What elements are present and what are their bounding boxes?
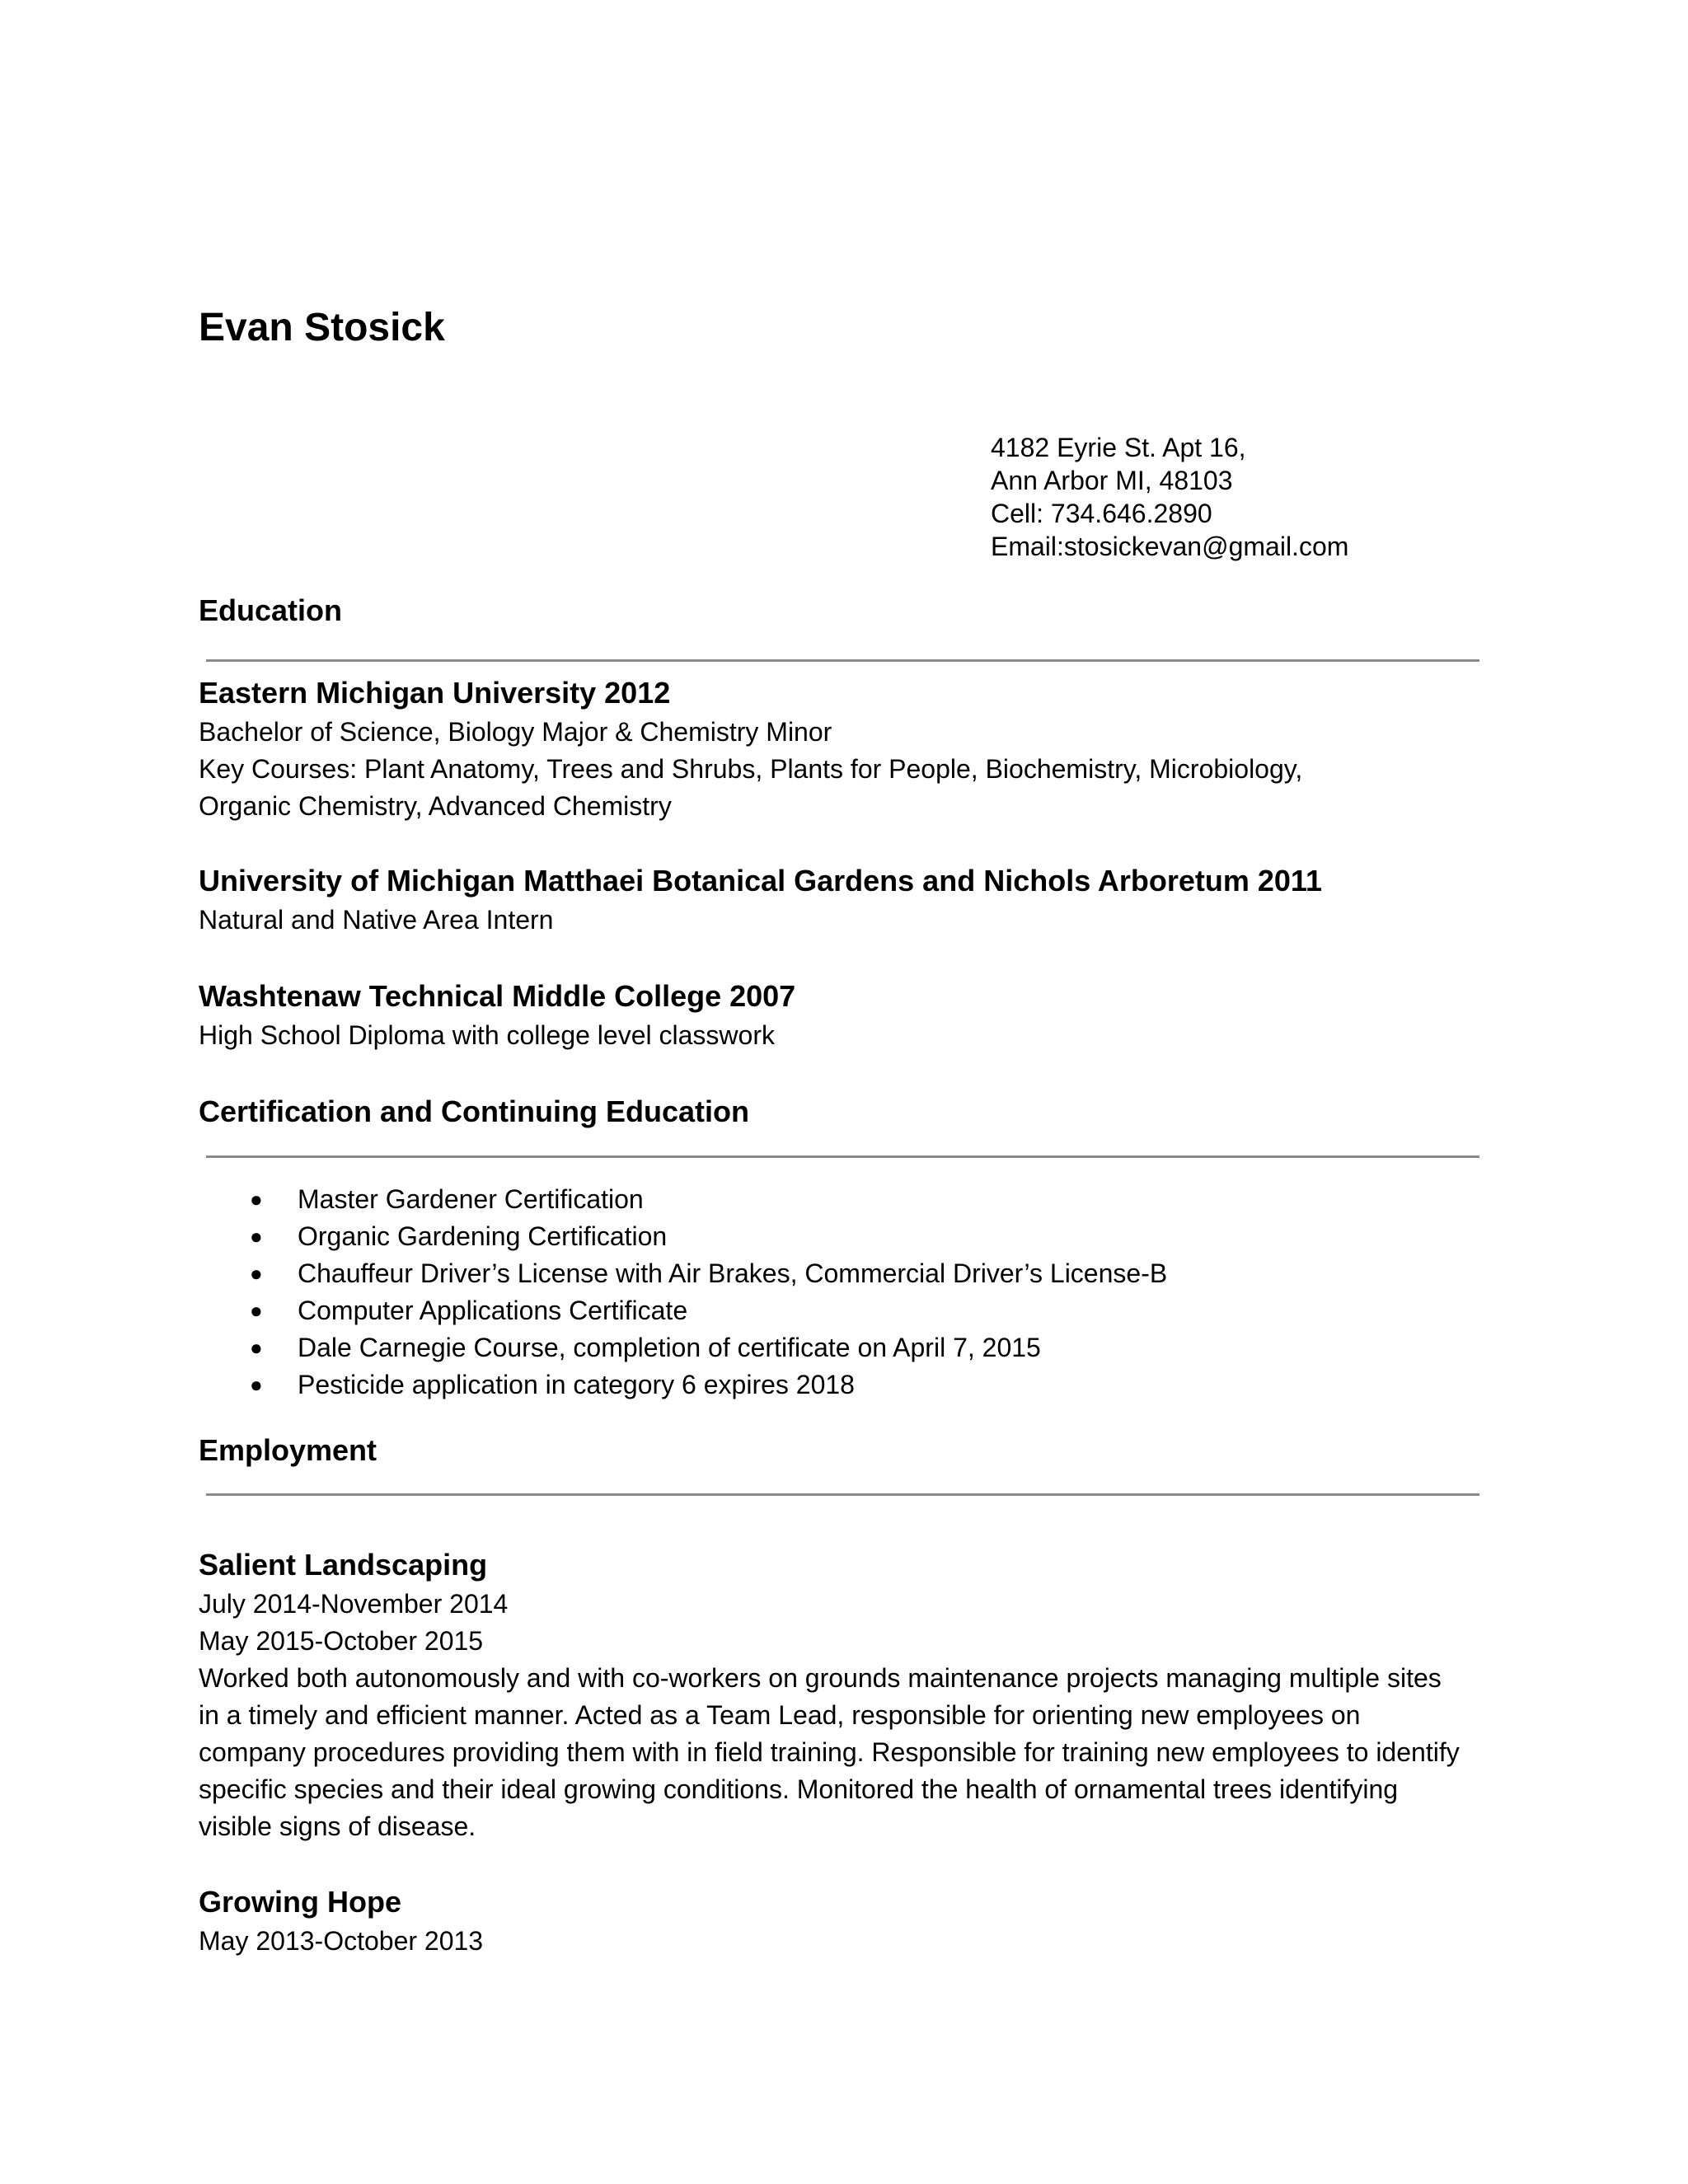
bullet-icon: ● xyxy=(250,1372,263,1397)
education-entry-title: Washtenaw Technical Middle College 2007 xyxy=(199,979,796,1013)
bullet-icon: ● xyxy=(250,1187,263,1212)
list-item xyxy=(199,1255,1167,1292)
employment-heading: Employment xyxy=(199,1433,377,1467)
education-divider xyxy=(206,659,1479,662)
list-item-text: Pesticide application in category 6 expires 2018 xyxy=(298,1370,855,1399)
education-entry-title: Eastern Michigan University 2012 xyxy=(199,676,671,710)
education-entry-line: Key Courses: Plant Anatomy, Trees and Shrubs, Plants for People, Biochemistry, Microbiology, xyxy=(199,754,1303,784)
job-line: specific species and their ideal growing conditions. Monitored the health of ornamental trees identifying xyxy=(199,1774,1399,1804)
job-line: visible signs of disease. xyxy=(199,1811,476,1841)
applicant-name: Evan Stosick xyxy=(199,306,445,349)
job-title: Growing Hope xyxy=(199,1885,401,1919)
address-line-2: Ann Arbor MI, 48103 xyxy=(991,466,1233,495)
certification-divider xyxy=(206,1155,1479,1158)
list-item-text: Master Gardener Certification xyxy=(298,1184,644,1214)
certification-heading: Certification and Continuing Education xyxy=(199,1094,749,1128)
bullet-icon: ● xyxy=(250,1261,263,1286)
education-entry-title: University of Michigan Matthaei Botanical Gardens and Nichols Arboretum 2011 xyxy=(199,864,1322,898)
education-entry-line: High School Diploma with college level classwork xyxy=(199,1020,775,1050)
job-line: in a timely and efficient manner. Acted as a Team Lead, responsible for orienting new employees on xyxy=(199,1700,1361,1730)
job-line: May 2015-October 2015 xyxy=(199,1626,484,1656)
list-item-text: Dale Carnegie Course, completion of certificate on April 7, 2015 xyxy=(298,1333,1041,1362)
contact-block xyxy=(991,431,1348,563)
job-line: May 2013-October 2013 xyxy=(199,1926,484,1956)
cell-phone: Cell: 734.646.2890 xyxy=(991,499,1212,528)
education-heading: Education xyxy=(199,593,343,627)
job-line: company procedures providing them with in field training. Responsible for training new employees to identify xyxy=(199,1737,1460,1767)
job-line: July 2014-November 2014 xyxy=(199,1589,509,1619)
list-item-text: Organic Gardening Certification xyxy=(298,1221,668,1251)
bullet-icon: ● xyxy=(250,1298,263,1323)
education-entry-line: Organic Chemistry, Advanced Chemistry xyxy=(199,791,672,821)
certification-list xyxy=(199,1181,1167,1404)
list-item xyxy=(199,1366,1167,1404)
education-entry-line: Natural and Native Area Intern xyxy=(199,905,554,935)
list-item xyxy=(199,1292,1167,1329)
list-item-text: Chauffeur Driver’s License with Air Brakes, Commercial Driver’s License-B xyxy=(298,1258,1168,1288)
education-entry-line: Bachelor of Science, Biology Major & Chemistry Minor xyxy=(199,717,832,747)
address-line-1: 4182 Eyrie St. Apt 16, xyxy=(991,433,1246,462)
job-line: Worked both autonomously and with co-workers on grounds maintenance projects managing multiple sites xyxy=(199,1663,1442,1693)
list-item xyxy=(199,1329,1167,1366)
employment-divider xyxy=(206,1493,1479,1496)
job-title: Salient Landscaping xyxy=(199,1548,488,1582)
email-address: Email:stosickevan@gmail.com xyxy=(991,532,1349,561)
list-item xyxy=(199,1181,1167,1218)
list-item-text: Computer Applications Certificate xyxy=(298,1296,688,1325)
list-item xyxy=(199,1218,1167,1255)
bullet-icon: ● xyxy=(250,1335,263,1360)
bullet-icon: ● xyxy=(250,1224,263,1249)
